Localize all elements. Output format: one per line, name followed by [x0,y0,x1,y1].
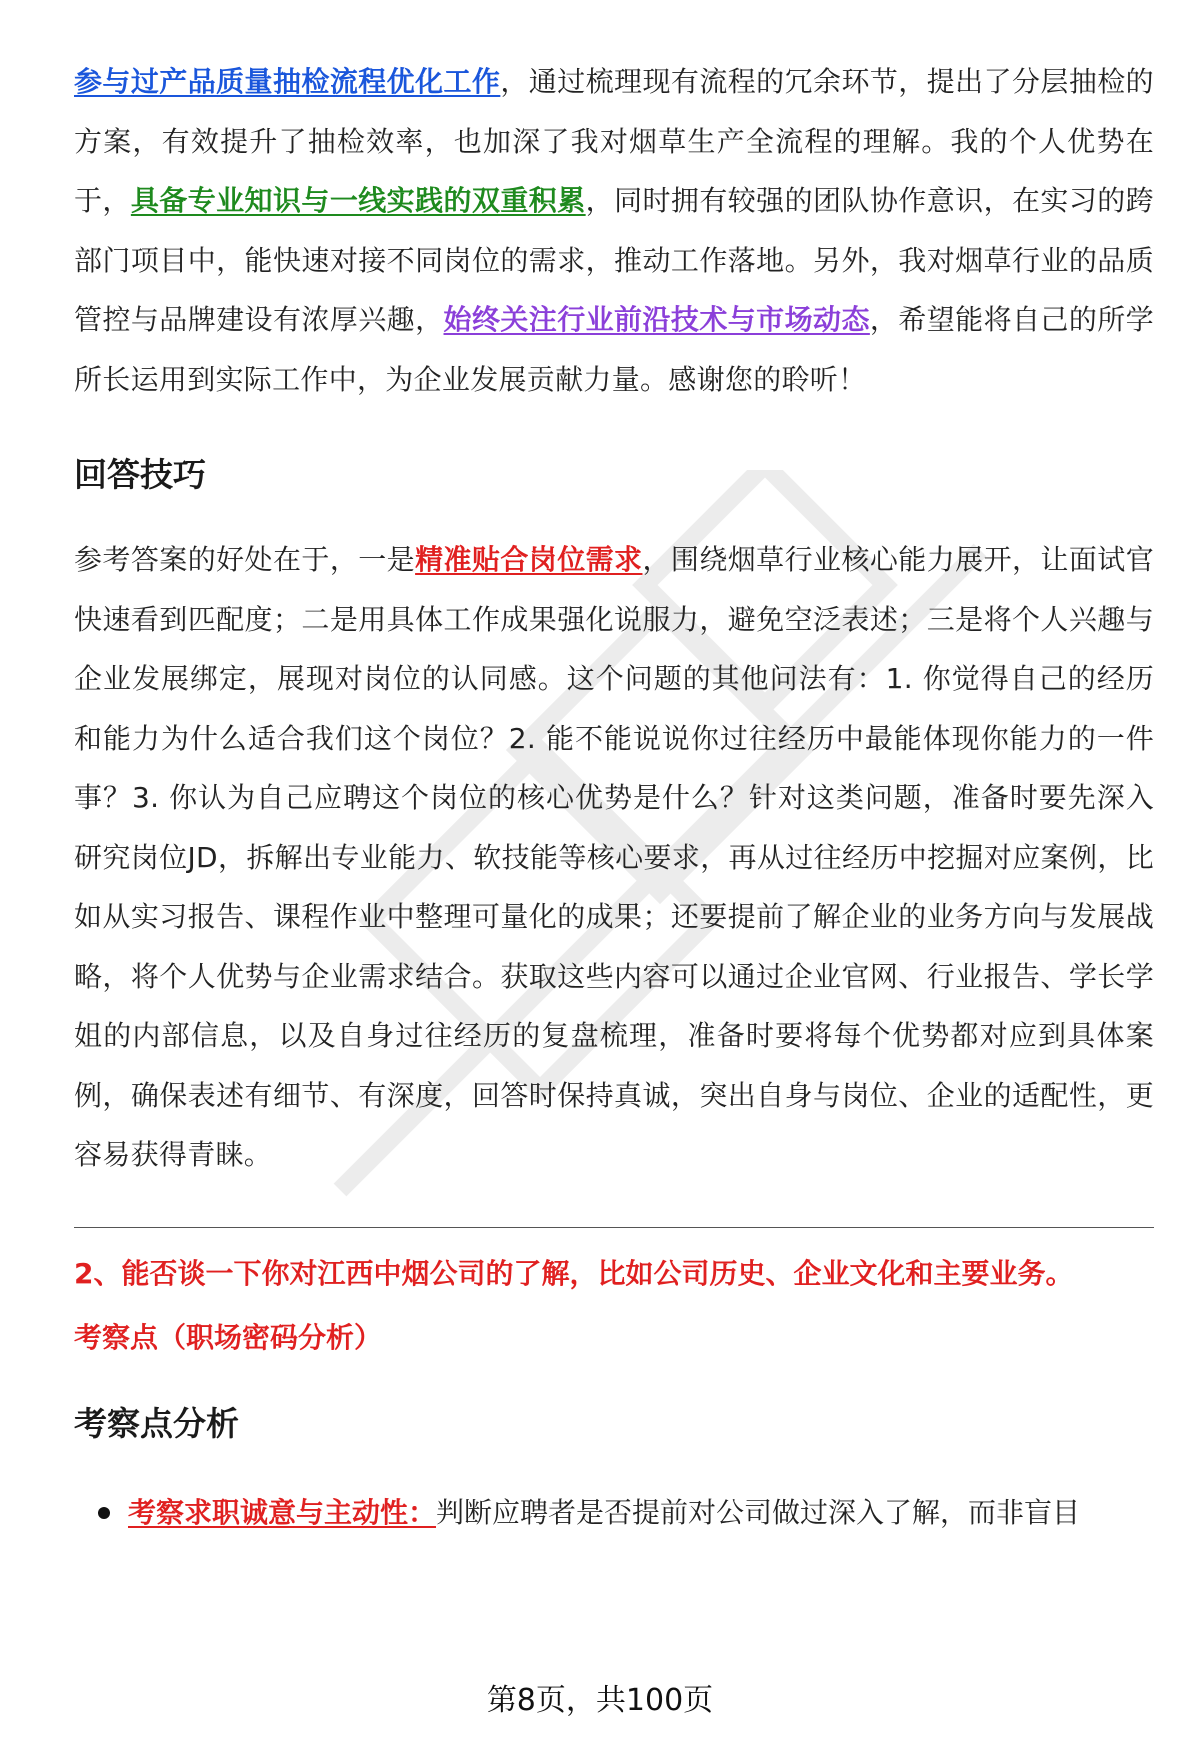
analysis-list [74,1483,1154,1542]
analysis-heading: 考察点分析 [74,1403,239,1443]
highlight-quality-sampling: 参与过产品质量抽检流程优化工作 [74,65,501,98]
page-number-footer: 第8页，共100页 [486,1683,714,1718]
question-2-subtitle: 考察点（职场密码分析） [74,1320,383,1354]
intro-text-2: ，同时拥有较强的团队协作意识，在实习的跨部门项目中，能快速对接不同岗位的需求，推动工作落地。另外，我对烟草行业的品质管控与品牌建设有浓厚兴趣， [74,184,1154,336]
bullet-dot-icon [98,1507,110,1519]
highlight-dual-accumulation: 具备专业知识与一线实践的双重积累 [130,184,586,217]
question-2-title: 2、能否谈一下你对江西中烟公司的了解，比如公司历史、企业文化和主要业务。 [74,1256,1074,1290]
analysis-item-label: 考察求职诚意与主动性： [128,1495,437,1529]
tips-text-1: 参考答案的好处在于，一是 [74,543,416,576]
tips-heading: 回答技巧 [74,455,206,494]
intro-text-3: ，希望能将自己的所学所长运用到实际工作中，为企业发展贡献力量。感谢您的聆听！ [74,303,1154,396]
highlight-industry-trends: 始终关注行业前沿技术与市场动态 [443,303,870,336]
list-item [74,1483,1154,1542]
intro-paragraph [74,52,1154,409]
analysis-item-text: 判断应聘者是否提前对公司做过深入了解，而非盲目 [436,1495,1081,1529]
highlight-job-fit: 精准贴合岗位需求 [415,543,643,576]
tips-paragraph [74,530,1154,1185]
intro-text-1: ，通过梳理现有流程的冗余环节，提出了分层抽检的方案，有效提升了抽检效率，也加深了我对烟草生产全流程的理解。我的个人优势在于， [74,65,1154,217]
section-divider [74,1227,1154,1228]
document-page [74,52,1154,1542]
tips-text-2: ，围绕烟草行业核心能力展开，让面试官快速看到匹配度；二是用具体工作成果强化说服力，避免空泛表述；三是将个人兴趣与企业发展绑定，展现对岗位的认同感。这个问题的其他问法有：1. 你觉得自己的经历和能力为什么适合我们这个岗位？2. 能不能说说你过往经历中最能体现你能力的一件事？3. 你认为自己应聘这个岗位的核心优势是什么？针对这类问题，准备时要先深入研究岗位JD，拆解出专业能力、软技能等核心要求，再从过往经历中挖掘对应案例，比如从实习报告、课程作业中整理可量化的成果；还要提前了解企业的业务方向与发展战略，将个人优势与企业需求结合。获取这些内容可以通过企业官网、行业报告、学长学姐的内部信息，以及自身过往经历的复盘梳理，准备时要将每个优势都对应到具体案例，确保表述有细节、有深度，回答时保持真诚，突出自身与岗位、企业的适配性，更容易获得青睐。 [74,543,1154,1171]
